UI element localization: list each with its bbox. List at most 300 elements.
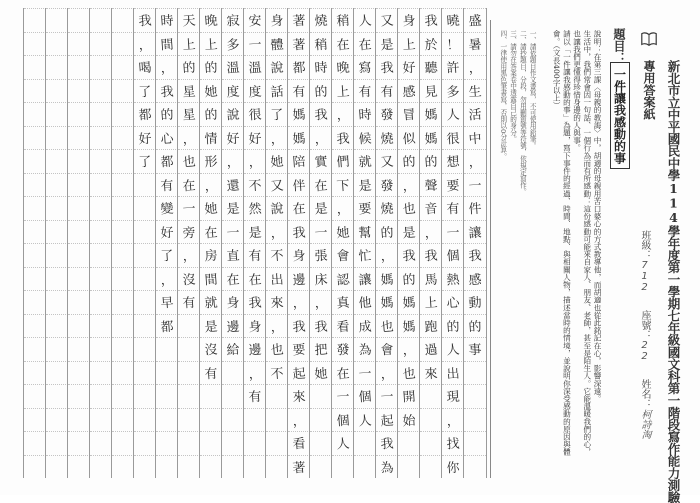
handwritten-char: 又 xyxy=(380,13,395,30)
instructions xyxy=(551,30,602,460)
grid-cell[interactable] xyxy=(244,455,266,480)
grid-cell[interactable] xyxy=(420,408,442,433)
grid-cell[interactable] xyxy=(90,149,112,174)
handwritten-char: 張 xyxy=(314,248,329,265)
grid-column xyxy=(331,8,354,478)
handwritten-char: 實 xyxy=(314,154,329,171)
grid-cell[interactable] xyxy=(244,431,266,456)
handwritten-char: ， xyxy=(402,178,417,195)
grid-cell[interactable] xyxy=(46,455,68,480)
grid-cell[interactable] xyxy=(46,314,68,339)
grid-cell[interactable] xyxy=(24,196,46,221)
handwritten-char: 上 xyxy=(182,37,197,54)
handwritten-char: 媽 xyxy=(402,319,417,336)
grid-cell[interactable] xyxy=(134,243,156,268)
handwritten-char: 燒 xyxy=(380,201,395,218)
grid-cell[interactable] xyxy=(178,431,200,456)
grid-cell[interactable] xyxy=(68,32,90,57)
handwritten-char: 人 xyxy=(336,436,351,453)
grid-cell[interactable] xyxy=(68,55,90,80)
handwritten-char: 要 xyxy=(358,201,373,218)
grid-column xyxy=(155,8,178,478)
grid-column xyxy=(353,8,376,478)
handwritten-char: 的 xyxy=(160,107,175,124)
grid-cell[interactable] xyxy=(90,79,112,104)
handwritten-char: 起 xyxy=(292,366,307,383)
handwritten-char: 時 xyxy=(160,13,175,30)
grid-cell[interactable] xyxy=(398,431,420,456)
grid-cell[interactable] xyxy=(68,408,90,433)
grid-cell[interactable] xyxy=(24,79,46,104)
grid-cell[interactable] xyxy=(68,126,90,151)
handwritten-char: 來 xyxy=(424,366,439,383)
handwritten-char: 似 xyxy=(402,131,417,148)
handwritten-char: 也 xyxy=(270,342,285,359)
grid-cell[interactable] xyxy=(46,267,68,292)
grid-cell[interactable] xyxy=(332,455,354,480)
handwritten-char: 有 xyxy=(292,84,307,101)
grid-cell[interactable] xyxy=(178,361,200,386)
grid-cell[interactable] xyxy=(112,455,134,480)
grid-cell[interactable] xyxy=(310,408,332,433)
grid-cell[interactable] xyxy=(464,384,486,409)
handwritten-char: 多 xyxy=(226,37,241,54)
grid-cell[interactable] xyxy=(112,337,134,362)
handwritten-char: 會 xyxy=(336,248,351,265)
grid-cell[interactable] xyxy=(266,384,288,409)
grid-cell[interactable] xyxy=(112,79,134,104)
handwritten-char: 們 xyxy=(336,154,351,171)
handwritten-char: 感 xyxy=(468,272,483,289)
handwritten-char: 著 xyxy=(292,13,307,30)
handwritten-char: 她 xyxy=(204,84,219,101)
handwritten-char: 有 xyxy=(380,84,395,101)
handwritten-char: 在 xyxy=(182,178,197,195)
handwritten-char: 發 xyxy=(336,342,351,359)
handwritten-char: 喝 xyxy=(138,60,153,77)
grid-cell[interactable] xyxy=(134,314,156,339)
grid-cell[interactable] xyxy=(112,55,134,80)
grid-cell[interactable] xyxy=(90,361,112,386)
grid-cell[interactable] xyxy=(266,431,288,456)
grid-cell[interactable] xyxy=(24,102,46,127)
grid-cell[interactable] xyxy=(112,290,134,315)
grid-column xyxy=(67,8,90,478)
grid-cell[interactable] xyxy=(464,455,486,480)
grid-cell[interactable] xyxy=(68,102,90,127)
topic-box xyxy=(610,62,630,169)
grid-column xyxy=(23,8,46,478)
grid-cell[interactable] xyxy=(46,196,68,221)
handwritten-char: 媽 xyxy=(292,107,307,124)
grid-cell[interactable] xyxy=(112,384,134,409)
grid-cell[interactable] xyxy=(24,314,46,339)
grid-cell[interactable] xyxy=(112,173,134,198)
grid-cell[interactable] xyxy=(90,243,112,268)
handwritten-char: 時 xyxy=(314,60,329,77)
grid-cell[interactable] xyxy=(46,149,68,174)
grid-cell[interactable] xyxy=(112,408,134,433)
handwritten-char: 生 xyxy=(468,84,483,101)
handwritten-char: 讓 xyxy=(358,272,373,289)
grid-cell[interactable] xyxy=(90,55,112,80)
grid-cell[interactable] xyxy=(24,55,46,80)
handwritten-char: 把 xyxy=(314,342,329,359)
seat-value[interactable]: 22 xyxy=(639,340,650,362)
handwritten-char: 下 xyxy=(336,178,351,195)
handwritten-char: 她 xyxy=(314,366,329,383)
book-icon xyxy=(640,30,658,48)
grid-cell[interactable] xyxy=(90,408,112,433)
grid-cell[interactable] xyxy=(134,267,156,292)
grid-cell[interactable] xyxy=(200,431,222,456)
handwritten-char: 晚 xyxy=(336,60,351,77)
handwritten-char: 發 xyxy=(380,178,395,195)
handwritten-char: 間 xyxy=(160,37,175,54)
handwritten-char: 著 xyxy=(292,460,307,477)
handwritten-char: 我 xyxy=(292,319,307,336)
grid-cell[interactable] xyxy=(24,173,46,198)
handwritten-char: 我 xyxy=(314,319,329,336)
grid-cell[interactable] xyxy=(24,126,46,151)
grid-cell[interactable] xyxy=(46,361,68,386)
handwritten-char: 人 xyxy=(446,107,461,124)
handwritten-char: 是 xyxy=(226,201,241,218)
handwritten-char: 的 xyxy=(204,60,219,77)
grid-cell[interactable] xyxy=(46,102,68,127)
handwritten-char: 燒 xyxy=(314,13,329,30)
grid-column xyxy=(199,8,222,478)
grid-cell[interactable] xyxy=(222,431,244,456)
handwritten-char: 一 xyxy=(226,225,241,242)
handwritten-char: 都 xyxy=(160,319,175,336)
handwritten-char: 溫 xyxy=(248,60,263,77)
grid-cell[interactable] xyxy=(90,102,112,127)
grid-cell[interactable] xyxy=(156,431,178,456)
grid-cell[interactable] xyxy=(398,455,420,480)
grid-cell[interactable] xyxy=(134,196,156,221)
grid-cell[interactable] xyxy=(90,384,112,409)
handwritten-char: 不 xyxy=(270,248,285,265)
name-value[interactable]: 柯詩淘 xyxy=(639,409,650,439)
grid-cell[interactable] xyxy=(156,408,178,433)
handwritten-char: ， xyxy=(446,413,461,430)
grid-cell[interactable] xyxy=(90,220,112,245)
grid-cell[interactable] xyxy=(178,408,200,433)
grid-cell[interactable] xyxy=(24,384,46,409)
handwritten-char: 媽 xyxy=(292,131,307,148)
handwritten-char: 還 xyxy=(226,178,241,195)
handwritten-char: ， xyxy=(468,60,483,77)
grid-cell[interactable] xyxy=(134,431,156,456)
handwritten-char: 他 xyxy=(358,295,373,312)
grid-cell[interactable] xyxy=(156,384,178,409)
handwritten-char: 動 xyxy=(468,295,483,312)
handwritten-char: 是 xyxy=(358,178,373,195)
grid-cell[interactable] xyxy=(68,384,90,409)
handwritten-char: 間 xyxy=(204,272,219,289)
handwritten-char: 床 xyxy=(314,272,329,289)
handwritten-char: 說 xyxy=(270,201,285,218)
grid-cell[interactable] xyxy=(420,431,442,456)
grid-cell[interactable] xyxy=(68,455,90,480)
grid-cell[interactable] xyxy=(222,361,244,386)
handwritten-char: 上 xyxy=(336,84,351,101)
handwritten-char: 星 xyxy=(182,107,197,124)
grid-cell[interactable] xyxy=(68,290,90,315)
grid-cell[interactable] xyxy=(24,408,46,433)
handwritten-char: 曉 xyxy=(446,13,461,30)
handwritten-char: ， xyxy=(160,60,175,77)
grid-cell[interactable] xyxy=(46,126,68,151)
grid-cell[interactable] xyxy=(68,79,90,104)
handwritten-char: 房 xyxy=(204,248,219,265)
grid-cell[interactable] xyxy=(200,408,222,433)
grid-cell[interactable] xyxy=(46,408,68,433)
handwritten-char: 在 xyxy=(292,201,307,218)
grid-cell[interactable] xyxy=(68,267,90,292)
handwritten-char: 的 xyxy=(446,319,461,336)
handwritten-char: 我 xyxy=(468,248,483,265)
grid-cell[interactable] xyxy=(68,173,90,198)
handwritten-char: 我 xyxy=(380,436,395,453)
handwritten-char: 形 xyxy=(204,154,219,171)
grid-cell[interactable] xyxy=(68,243,90,268)
grid-cell[interactable] xyxy=(46,337,68,362)
handwritten-char: 為 xyxy=(358,342,373,359)
handwritten-char: 是 xyxy=(204,319,219,336)
handwritten-char: 直 xyxy=(226,248,241,265)
handwritten-char: 在 xyxy=(336,366,351,383)
grid-cell[interactable] xyxy=(90,126,112,151)
grid-cell[interactable] xyxy=(90,337,112,362)
handwritten-char: 不 xyxy=(248,178,263,195)
grid-cell[interactable] xyxy=(310,384,332,409)
handwritten-char: 了 xyxy=(138,84,153,101)
handwritten-char: 給 xyxy=(226,342,241,359)
grid-cell[interactable] xyxy=(24,290,46,315)
handwritten-char: 都 xyxy=(292,60,307,77)
grid-cell[interactable] xyxy=(112,32,134,57)
handwritten-char: 身 xyxy=(248,319,263,336)
handwritten-char: ， xyxy=(226,154,241,171)
handwritten-char: 認 xyxy=(336,272,351,289)
grid-cell[interactable] xyxy=(178,314,200,339)
grid-cell[interactable] xyxy=(90,267,112,292)
grid-cell[interactable] xyxy=(90,431,112,456)
grid-cell[interactable] xyxy=(46,79,68,104)
grid-cell[interactable] xyxy=(68,8,90,33)
handwritten-char: ， xyxy=(380,366,395,383)
handwritten-char: 人 xyxy=(358,13,373,30)
handwritten-char: 現 xyxy=(446,389,461,406)
handwritten-char: 星 xyxy=(182,84,197,101)
handwritten-char: 體 xyxy=(270,37,285,54)
handwritten-char: 心 xyxy=(160,131,175,148)
handwritten-char: 了 xyxy=(138,154,153,171)
handwritten-char: 暑 xyxy=(468,37,483,54)
grid-column xyxy=(397,8,420,478)
grid-cell[interactable] xyxy=(134,290,156,315)
grid-cell[interactable] xyxy=(46,173,68,198)
handwritten-char: 也 xyxy=(402,366,417,383)
grid-cell[interactable] xyxy=(266,455,288,480)
handwritten-char: 看 xyxy=(336,319,351,336)
grid-cell[interactable] xyxy=(244,408,266,433)
grid-cell[interactable] xyxy=(156,337,178,362)
grid-cell[interactable] xyxy=(24,32,46,57)
grid-cell[interactable] xyxy=(112,220,134,245)
grid-cell[interactable] xyxy=(112,267,134,292)
handwritten-char: 沒 xyxy=(204,342,219,359)
handwritten-char: 一 xyxy=(314,225,329,242)
grid-cell[interactable] xyxy=(112,314,134,339)
handwritten-char: 的 xyxy=(424,154,439,171)
grid-cell[interactable] xyxy=(112,431,134,456)
grid-cell[interactable] xyxy=(90,8,112,33)
grid-cell[interactable] xyxy=(134,384,156,409)
grid-cell[interactable] xyxy=(46,431,68,456)
handwritten-char: 人 xyxy=(358,413,373,430)
grid-cell[interactable] xyxy=(112,243,134,268)
grid-cell[interactable] xyxy=(46,32,68,57)
grid-cell[interactable] xyxy=(24,149,46,174)
handwritten-char: 我 xyxy=(380,60,395,77)
grid-cell[interactable] xyxy=(112,149,134,174)
handwritten-char: 來 xyxy=(292,389,307,406)
grid-cell[interactable] xyxy=(266,408,288,433)
grid-cell[interactable] xyxy=(200,455,222,480)
grid-cell[interactable] xyxy=(24,220,46,245)
grid-cell[interactable] xyxy=(68,196,90,221)
grid-cell[interactable] xyxy=(222,384,244,409)
grid-cell[interactable] xyxy=(24,8,46,33)
grid-cell[interactable] xyxy=(90,314,112,339)
handwritten-char: 冒 xyxy=(402,107,417,124)
grid-cell[interactable] xyxy=(24,337,46,362)
handwritten-char: 跑 xyxy=(424,319,439,336)
writing-grid[interactable] xyxy=(23,8,485,478)
grid-cell[interactable] xyxy=(112,102,134,127)
grid-cell[interactable] xyxy=(68,220,90,245)
handwritten-char: ， xyxy=(160,272,175,289)
grid-cell[interactable] xyxy=(46,220,68,245)
handwritten-char: 度 xyxy=(248,84,263,101)
grid-cell[interactable] xyxy=(68,314,90,339)
grid-cell[interactable] xyxy=(134,337,156,362)
handwritten-char: 我 xyxy=(138,13,153,30)
handwritten-char: ， xyxy=(292,295,307,312)
grid-cell[interactable] xyxy=(68,431,90,456)
grid-cell[interactable] xyxy=(24,361,46,386)
grid-cell[interactable] xyxy=(354,455,376,480)
grid-cell[interactable] xyxy=(112,361,134,386)
grid-cell[interactable] xyxy=(420,455,442,480)
grid-cell[interactable] xyxy=(156,455,178,480)
handwritten-char: 有 xyxy=(204,366,219,383)
grid-cell[interactable] xyxy=(24,243,46,268)
grid-cell[interactable] xyxy=(90,455,112,480)
grid-cell[interactable] xyxy=(178,337,200,362)
grid-cell[interactable] xyxy=(420,384,442,409)
grid-cell[interactable] xyxy=(90,173,112,198)
grid-cell[interactable] xyxy=(134,408,156,433)
handwritten-char: 個 xyxy=(446,248,461,265)
grid-cell[interactable] xyxy=(46,290,68,315)
handwritten-char: 變 xyxy=(160,201,175,218)
grid-cell[interactable] xyxy=(310,431,332,456)
handwritten-char: 見 xyxy=(424,84,439,101)
grid-cell[interactable] xyxy=(68,361,90,386)
handwritten-char: 沒 xyxy=(182,272,197,289)
handwritten-char: 想 xyxy=(446,154,461,171)
grid-cell[interactable] xyxy=(222,455,244,480)
grid-cell[interactable] xyxy=(68,337,90,362)
handwritten-char: 我 xyxy=(336,131,351,148)
grid-cell[interactable] xyxy=(134,455,156,480)
grid-column xyxy=(89,8,112,478)
handwritten-char: 過 xyxy=(424,342,439,359)
grid-cell[interactable] xyxy=(112,8,134,33)
handwritten-char: 燒 xyxy=(380,131,395,148)
handwritten-char: 於 xyxy=(424,37,439,54)
handwritten-char: 一 xyxy=(182,201,197,218)
handwritten-char: 一 xyxy=(380,389,395,406)
grid-cell[interactable] xyxy=(310,455,332,480)
grid-cell[interactable] xyxy=(24,267,46,292)
handwritten-char: 是 xyxy=(248,225,263,242)
grid-cell[interactable] xyxy=(178,384,200,409)
grid-cell[interactable] xyxy=(222,408,244,433)
grid-cell[interactable] xyxy=(112,126,134,151)
grid-cell[interactable] xyxy=(46,243,68,268)
handwritten-char: 件 xyxy=(468,201,483,218)
grid-cell[interactable] xyxy=(90,196,112,221)
grid-cell[interactable] xyxy=(354,431,376,456)
grid-cell[interactable] xyxy=(200,384,222,409)
handwritten-char: ！ xyxy=(446,37,461,54)
grid-cell[interactable] xyxy=(134,220,156,245)
handwritten-char: 就 xyxy=(358,154,373,171)
grid-cell[interactable] xyxy=(68,149,90,174)
handwritten-char: 又 xyxy=(270,178,285,195)
grid-cell[interactable] xyxy=(46,55,68,80)
grid-column xyxy=(419,8,442,478)
grid-cell[interactable] xyxy=(46,8,68,33)
grid-cell[interactable] xyxy=(24,455,46,480)
grid-cell[interactable] xyxy=(156,361,178,386)
grid-cell[interactable] xyxy=(90,32,112,57)
handwritten-char: 說 xyxy=(270,60,285,77)
handwritten-char: 的 xyxy=(182,60,197,77)
handwritten-char: 都 xyxy=(138,107,153,124)
grid-cell[interactable] xyxy=(464,431,486,456)
grid-cell[interactable] xyxy=(46,384,68,409)
grid-cell[interactable] xyxy=(178,455,200,480)
grid-cell[interactable] xyxy=(134,361,156,386)
handwritten-char: 然 xyxy=(248,201,263,218)
grid-cell[interactable] xyxy=(112,196,134,221)
grid-cell[interactable] xyxy=(90,290,112,315)
handwritten-char: 為 xyxy=(380,460,395,477)
handwritten-char: 稍 xyxy=(336,13,351,30)
grid-cell[interactable] xyxy=(24,431,46,456)
grid-cell[interactable] xyxy=(464,361,486,386)
grid-column xyxy=(133,8,156,478)
grid-cell[interactable] xyxy=(134,173,156,198)
class-value[interactable]: 712 xyxy=(639,260,650,293)
grid-cell[interactable] xyxy=(464,408,486,433)
